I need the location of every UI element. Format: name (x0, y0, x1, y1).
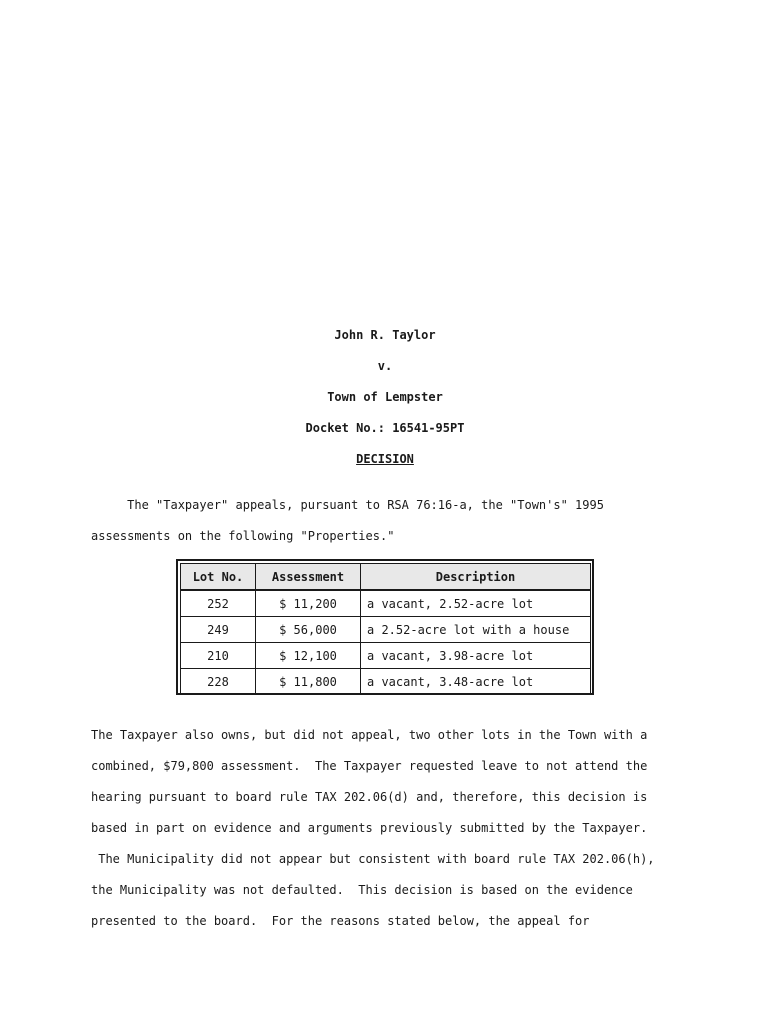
column-header-assessment: Assessment (256, 564, 361, 591)
taxpayer-name: John R. Taylor (334, 328, 436, 342)
lot-number-cell: 228 (181, 669, 256, 695)
assessment-cell: $ 11,200 (256, 590, 361, 617)
lot-number-cell: 210 (181, 643, 256, 669)
table-header-row (181, 564, 591, 591)
table-row (181, 617, 591, 643)
body-line: The Municipality did not appear but consistent with board rule TAX 202.06(h), (91, 852, 655, 866)
intro-line: assessments on the following "Properties." (91, 529, 395, 543)
description-cell: a vacant, 2.52-acre lot (361, 590, 591, 617)
assessment-cell: $ 12,100 (256, 643, 361, 669)
properties-table (176, 559, 594, 695)
lot-number-cell: 252 (181, 590, 256, 617)
decision-heading-wrap (0, 452, 770, 466)
table-row (181, 590, 591, 617)
table-row (181, 643, 591, 669)
body-line: presented to the board. For the reasons stated below, the appeal for (91, 914, 590, 928)
intro-line: The "Taxpayer" appeals, pursuant to RSA 76:16-a, the "Town's" 1995 (91, 498, 604, 512)
body-line: the Municipality was not defaulted. This decision is based on the evidence (91, 883, 633, 897)
assessment-cell: $ 11,800 (256, 669, 361, 695)
properties-table-grid (180, 563, 591, 695)
body-line: hearing pursuant to board rule TAX 202.06(d) and, therefore, this decision is (91, 790, 648, 804)
lot-number-cell: 249 (181, 617, 256, 643)
body-line: combined, $79,800 assessment. The Taxpayer requested leave to not attend the (91, 759, 648, 773)
municipality-name: Town of Lempster (327, 390, 443, 404)
versus-label: v. (377, 359, 393, 373)
table-row (181, 669, 591, 695)
body-line: The Taxpayer also owns, but did not appeal, two other lots in the Town with a (91, 728, 648, 742)
body-line: based in part on evidence and arguments previously submitted by the Taxpayer. (91, 821, 648, 835)
assessment-cell: $ 56,000 (256, 617, 361, 643)
column-header-lot: Lot No. (181, 564, 256, 591)
decision-heading: DECISION (356, 452, 414, 466)
column-header-description: Description (361, 564, 591, 591)
description-cell: a vacant, 3.48-acre lot (361, 669, 591, 695)
docket-number: Docket No.: 16541-95PT (305, 421, 465, 435)
description-cell: a 2.52-acre lot with a house (361, 617, 591, 643)
description-cell: a vacant, 3.98-acre lot (361, 643, 591, 669)
